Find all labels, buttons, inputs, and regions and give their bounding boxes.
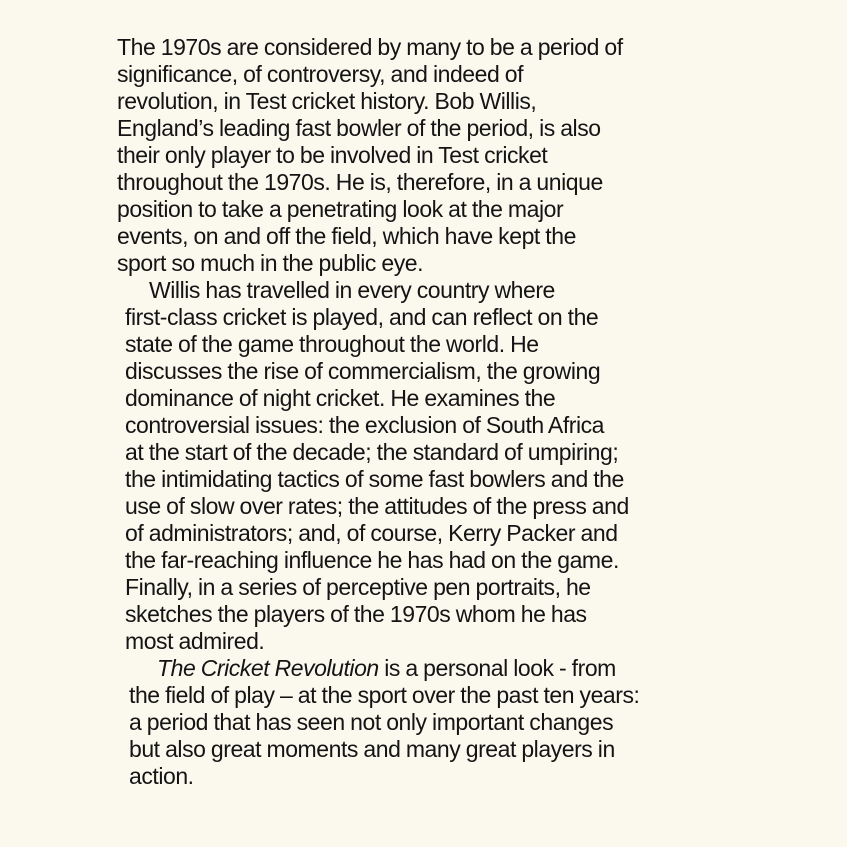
text-line: sketches the players of the 1970s whom he has (125, 601, 587, 627)
text-line: the intimidating tactics of some fast bowlers and the (125, 466, 624, 492)
text-line: The 1970s are considered by many to be a period of (117, 34, 623, 60)
text-line: revolution, in Test cricket history. Bob Willis, (117, 88, 537, 114)
text-line (117, 655, 747, 682)
text-line: Willis has travelled in every country where (149, 277, 555, 303)
paragraph-1 (117, 34, 747, 277)
book-title: The Cricket Revolution (157, 655, 379, 681)
text-line: the field of play – at the sport over the past ten years: (129, 682, 640, 708)
text-line: the far-reaching influence he has had on the game. (125, 547, 619, 573)
text-line: dominance of night cricket. He examines the (125, 385, 556, 411)
text-line: discusses the rise of commercialism, the growing (125, 358, 601, 384)
text-line: sport so much in the public eye. (117, 250, 424, 276)
text-line-rest: is a personal look - from (378, 655, 616, 681)
text-line: action. (129, 763, 194, 789)
paragraph-2 (117, 277, 747, 655)
text-line: position to take a penetrating look at the major (117, 196, 564, 222)
text-line: controversial issues: the exclusion of South Africa (125, 412, 605, 438)
text-line: their only player to be involved in Test cricket (117, 142, 548, 168)
text-line: use of slow over rates; the attitudes of the press and (125, 493, 629, 519)
text-line: a period that has seen not only important changes (129, 709, 614, 735)
text-line: events, on and off the field, which have kept the (117, 223, 576, 249)
text-line: at the start of the decade; the standard of umpiring; (125, 439, 619, 465)
text-line: throughout the 1970s. He is, therefore, in a unique (117, 169, 603, 195)
text-line: state of the game throughout the world. He (125, 331, 539, 357)
text-line: Finally, in a series of perceptive pen portraits, he (125, 574, 591, 600)
paragraph-3 (117, 655, 747, 790)
blurb-text (117, 34, 747, 790)
text-line: most admired. (125, 628, 265, 654)
text-line: of administrators; and, of course, Kerry Packer and (125, 520, 618, 546)
text-line: first-class cricket is played, and can reflect on the (125, 304, 599, 330)
text-line: but also great moments and many great players in (129, 736, 615, 762)
text-line: England’s leading fast bowler of the period, is also (117, 115, 601, 141)
text-line: significance, of controversy, and indeed of (117, 61, 524, 87)
